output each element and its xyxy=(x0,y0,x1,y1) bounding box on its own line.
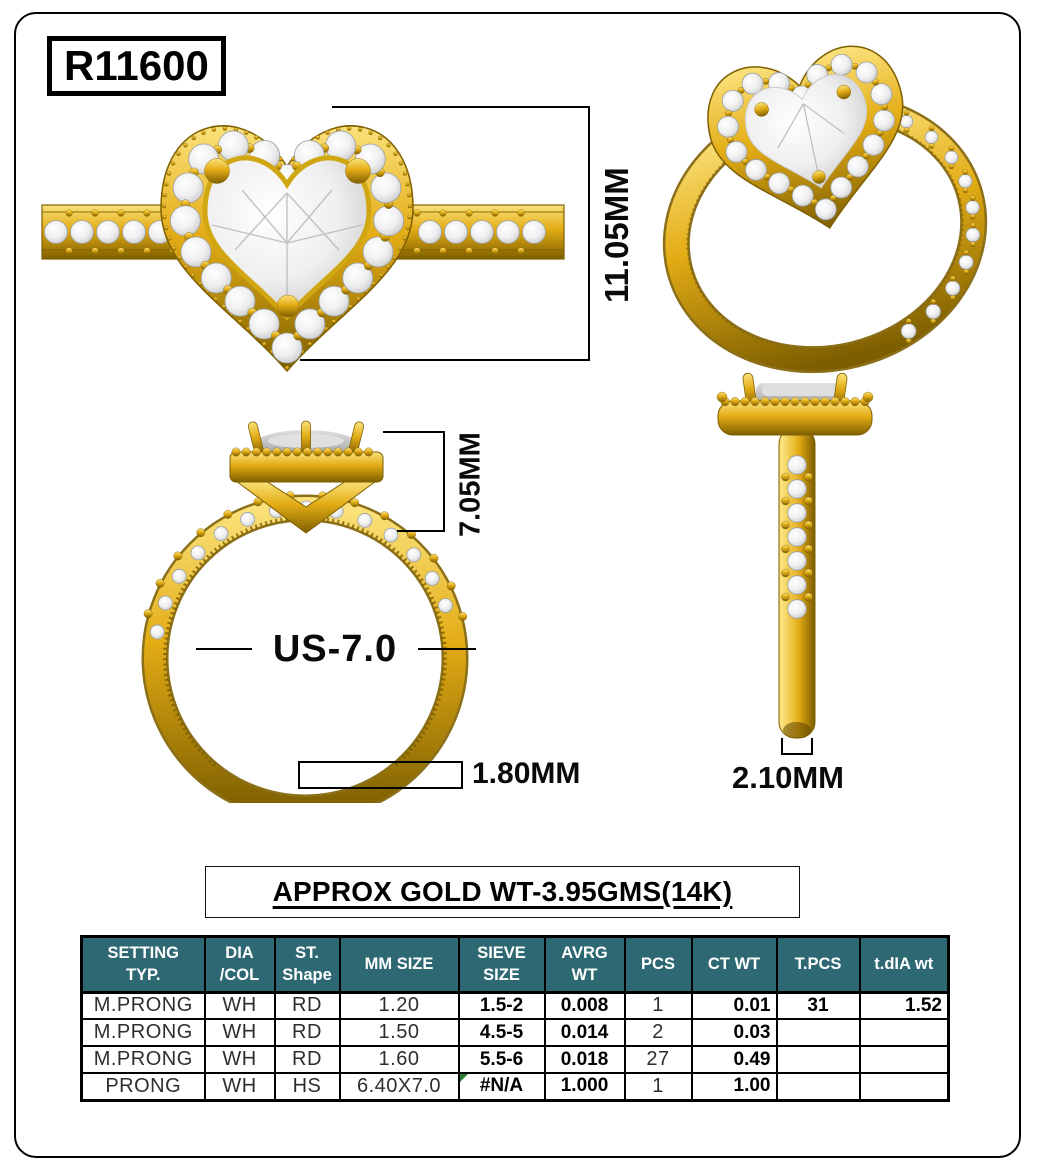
header-row xyxy=(82,937,949,993)
cell-avrg: 0.008 xyxy=(545,992,625,1019)
cell-ct-wt: 0.01 xyxy=(692,992,777,1019)
cell-t-dia xyxy=(860,1019,949,1046)
cell-setting: M.PRONG xyxy=(82,1019,205,1046)
spec-table xyxy=(80,935,950,1102)
cell-shape: RD xyxy=(275,992,340,1019)
cell-mm-size: 1.60 xyxy=(340,1046,459,1073)
cell-shape: HS xyxy=(275,1073,340,1100)
cell-pcs: 1 xyxy=(625,1073,692,1100)
cell-t-dia: 1.52 xyxy=(860,992,949,1019)
cell-dia: WH xyxy=(205,1019,275,1046)
col-avrg-wt: AVRG WT xyxy=(545,937,625,993)
col-t-dia-wt: t.dIA wt xyxy=(860,937,949,993)
ring-size-left-tick xyxy=(196,648,252,650)
shank-thickness-label: 2.10MM xyxy=(732,760,844,795)
front-view-render xyxy=(30,95,600,380)
cell-t-dia xyxy=(860,1046,949,1073)
spec-row xyxy=(82,1073,949,1100)
cell-avrg: 1.000 xyxy=(545,1073,625,1100)
dim-bracket-overall-bottom-tick xyxy=(300,359,590,361)
col-mm-size: MM SIZE xyxy=(340,937,459,993)
col-st-shape: ST. Shape xyxy=(275,937,340,993)
cell-ct-wt: 0.49 xyxy=(692,1046,777,1073)
dim-bracket-head-line xyxy=(443,431,445,532)
cell-setting: M.PRONG xyxy=(82,1046,205,1073)
cell-dia: WH xyxy=(205,1046,275,1073)
cell-sieve: 5.5-6 xyxy=(459,1046,545,1073)
dim-bracket-shank xyxy=(781,738,813,755)
cell-t-pcs: 31 xyxy=(777,992,860,1019)
cell-t-pcs xyxy=(777,1046,860,1073)
spec-row xyxy=(82,992,949,1019)
col-setting-typ: SETTING TYP. xyxy=(82,937,205,993)
band-width-label: 1.80MM xyxy=(472,757,581,790)
col-ct-wt: CT WT xyxy=(692,937,777,993)
cell-pcs: 1 xyxy=(625,992,692,1019)
side-view-render xyxy=(110,415,500,803)
cell-ct-wt: 1.00 xyxy=(692,1073,777,1100)
cell-ct-wt: 0.03 xyxy=(692,1019,777,1046)
ring-size-right-tick xyxy=(418,648,476,650)
excel-error-marker xyxy=(460,1074,468,1082)
dim-bracket-overall-line xyxy=(588,106,590,361)
cell-avrg: 0.014 xyxy=(545,1019,625,1046)
spec-row xyxy=(82,1019,949,1046)
col-dia-col: DIA /COL xyxy=(205,937,275,993)
cell-setting: M.PRONG xyxy=(82,992,205,1019)
gold-weight-box xyxy=(205,866,800,918)
spec-row xyxy=(82,1046,949,1073)
cell-t-pcs xyxy=(777,1073,860,1100)
col-t-pcs: T.PCS xyxy=(777,937,860,993)
cell-shape: RD xyxy=(275,1019,340,1046)
dim-bracket-head-top-tick xyxy=(383,431,445,433)
dim-bracket-band-width xyxy=(298,761,463,789)
model-number: R11600 xyxy=(64,42,209,89)
profile-view-render xyxy=(700,368,965,760)
dim-bracket-head-bottom-tick xyxy=(397,530,445,532)
cell-dia: WH xyxy=(205,992,275,1019)
cell-mm-size: 6.40X7.0 xyxy=(340,1073,459,1100)
dim-overall-height-label: 11.05MM xyxy=(598,167,635,303)
spec-table-wrap xyxy=(80,935,950,1102)
cell-setting: PRONG xyxy=(82,1073,205,1100)
ring-size-label: US-7.0 xyxy=(272,628,398,670)
cell-t-dia xyxy=(860,1073,949,1100)
gold-weight-label: APPROX GOLD WT-3.95GMS(14K) xyxy=(272,876,733,907)
dim-head-height-label: 7.05MM xyxy=(454,432,487,538)
cell-pcs: 2 xyxy=(625,1019,692,1046)
cell-dia: WH xyxy=(205,1073,275,1100)
cell-sieve-na: #N/A xyxy=(459,1073,545,1100)
spec-table-body xyxy=(82,992,949,1100)
cell-shape: RD xyxy=(275,1046,340,1073)
cell-avrg: 0.018 xyxy=(545,1046,625,1073)
cell-pcs: 27 xyxy=(625,1046,692,1073)
model-number-plate xyxy=(47,36,226,96)
col-sieve-size: SIEVE SIZE xyxy=(459,937,545,993)
cell-sieve: 4.5-5 xyxy=(459,1019,545,1046)
cell-t-pcs xyxy=(777,1019,860,1046)
perspective-view-render xyxy=(640,15,1020,373)
cell-mm-size: 1.20 xyxy=(340,992,459,1019)
cell-sieve: 1.5-2 xyxy=(459,992,545,1019)
col-pcs: PCS xyxy=(625,937,692,993)
spec-table-header xyxy=(82,937,949,993)
dim-bracket-overall-top-tick xyxy=(332,106,590,108)
cell-mm-size: 1.50 xyxy=(340,1019,459,1046)
